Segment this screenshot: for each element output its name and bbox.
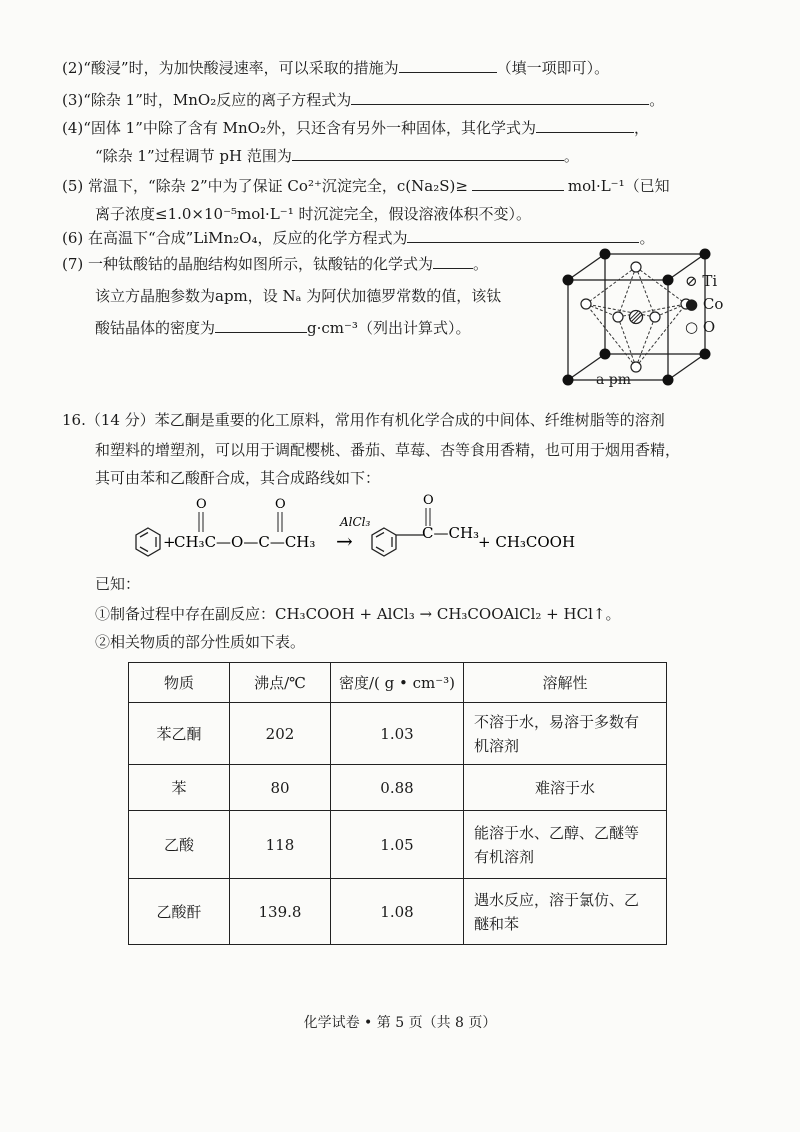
o-atom [650,312,660,322]
cell-density: 1.05 [331,811,464,879]
acetic-anhydride-formula: CH₃C—O—C—CH₃ [174,533,316,551]
co-atom [700,249,711,260]
question-6-tail: 。 [639,229,655,247]
reaction-scheme [126,490,596,570]
question-3-text: (3)“除杂 1”时，MnO₂反应的离子方程式为 [62,91,352,109]
o-legend-icon: ○ [685,318,699,336]
cell-solubility: 难溶于水 [464,765,667,811]
benzene-ring-icon [136,528,160,556]
question-7-line-2-text: 该立方晶胞参数为apm，设 Nₐ 为阿伏加德罗常数的值，该钛 [95,287,502,305]
question-3 [62,90,664,110]
question-7-text: (7) 一种钛酸钴的晶胞结构如图所示，钛酸钴的化学式为 [62,255,434,273]
table-row [129,879,667,945]
question-16-line-3: 其可由苯和乙酸酐合成，其合成路线如下： [95,469,381,487]
legend-o: ○ O [685,318,716,336]
carbonyl-o-label: O [196,497,207,512]
header-density: 密度/( g • cm⁻³) [331,663,464,703]
answer-blank[interactable] [472,176,564,191]
question-7-line-1 [62,254,488,274]
question-16-line-1: 16.（14 分）苯乙酮是重要的化工原料，常用作有机化学合成的中间体、纤维树脂等的溶剂 [62,411,665,429]
cell-solubility: 能溶于水、乙醇、乙醚等 有机溶剂 [464,811,667,879]
legend-ti: ⊘ Ti [685,272,718,290]
o-atom [631,362,641,372]
byproduct-formula: + CH₃COOH [478,533,576,551]
cell-substance: 乙酸 [129,811,230,879]
cell-boiling-point: 202 [230,703,331,765]
question-7-line-3-tail: g·cm⁻³（列出计算式）。 [307,319,471,337]
cell-boiling-point: 118 [230,811,331,879]
question-2-tail: （填一项即可）。 [496,59,610,77]
question-4-tail: ， [634,119,650,137]
atom-legend [685,270,723,339]
co-atom [600,249,611,260]
header-substance: 物质 [129,663,230,703]
header-solubility: 溶解性 [464,663,667,703]
answer-blank[interactable] [399,58,497,73]
question-7-tail: 。 [473,255,489,273]
table-row [129,811,667,879]
header-boiling-point: 沸点/℃ [230,663,331,703]
acetophenone-group: C—CH₃ [422,524,480,542]
plus-sign: + [163,533,176,551]
catalyst-label: AlCl₃ [340,515,371,529]
ti-legend-icon: ⊘ [685,272,698,290]
cell-density: 1.08 [331,879,464,945]
question-7-line-3-text: 酸钴晶体的密度为 [95,319,216,337]
carbonyl-o-label: O [275,497,286,512]
page-footer: 化学试卷 • 第 5 页（共 8 页） [303,1015,497,1031]
question-5-text: (5) 常温下，“除杂 2”中为了保证 Co²⁺沉淀完全，c(Na₂S)≥ [62,177,468,195]
carbonyl-o-label: O [423,493,434,508]
answer-blank[interactable] [433,254,473,269]
question-3-tail: 。 [649,91,665,109]
question-6-text: (6) 在高温下“合成”LiMn₂O₄，反应的化学方程式为 [62,229,408,247]
legend-co: ● Co [685,295,724,313]
co-atom [563,275,574,286]
known-item-2: ②相关物质的部分性质如下表。 [95,633,306,651]
question-5-tail: mol·L⁻¹（已知 [567,177,670,195]
question-4-line-2-text: “除杂 1”过程调节 pH 范围为 [95,147,292,165]
co-atom [700,349,711,360]
question-5-line-2-text: 离子浓度≤1.0×10⁻⁵mol·L⁻¹ 时沉淀完全，假设溶液体积不变）。 [95,205,531,223]
question-4-text: (4)“固体 1”中除了含有 MnO₂外，只还含有另外一种固体，其化学式为 [62,119,536,137]
answer-blank[interactable] [215,318,307,333]
table-row [129,703,667,765]
known-item-1: ①制备过程中存在副反应：CH₃COOH + AlCl₃ → CH₃COOAlCl₂ + HCl↑。 [95,605,621,623]
properties-table [128,662,667,945]
question-5-line-2 [95,204,531,224]
answer-blank[interactable] [292,146,564,161]
question-2-text: (2)“酸浸”时，为加快酸浸速率，可以采取的措施为 [62,59,399,77]
cell-substance: 乙酸酐 [129,879,230,945]
answer-blank[interactable] [536,118,634,133]
answer-blank[interactable] [351,90,649,105]
question-4-line-1 [62,118,649,138]
ti-atom [630,311,643,324]
co-atom [663,375,674,386]
co-atom [600,349,611,360]
question-4-line-2 [95,146,579,166]
co-legend-icon: ● [685,295,699,313]
question-7-line-2 [95,286,501,306]
cell-boiling-point: 80 [230,765,331,811]
co-atom [663,275,674,286]
cell-solubility: 不溶于水，易溶于多数有 机溶剂 [464,703,667,765]
cell-solubility: 遇水反应，溶于氯仿、乙 醚和苯 [464,879,667,945]
cell-boiling-point: 139.8 [230,879,331,945]
table-header-row [129,663,667,703]
cell-substance: 苯乙酮 [129,703,230,765]
known-title: 已知： [95,575,141,593]
cell-substance: 苯 [129,765,230,811]
o-atom [613,312,623,322]
benzene-ring-icon [372,528,424,556]
reaction-arrow: → [336,529,353,553]
co-atom [563,375,574,386]
o-atom [631,262,641,272]
question-16-line-2: 和塑料的增塑剂，可以用于调配樱桃、番茄、草莓、杏等食用香精，也可用于烟用香精， [95,441,681,459]
question-7-line-3 [95,318,470,338]
o-atom [581,299,591,309]
question-2 [62,58,609,78]
question-4-line-2-tail: 。 [563,147,579,165]
question-5-line-1 [62,176,670,196]
cell-density: 1.03 [331,703,464,765]
cell-density: 0.88 [331,765,464,811]
lattice-parameter-label: a pm [596,372,632,388]
table-row [129,765,667,811]
